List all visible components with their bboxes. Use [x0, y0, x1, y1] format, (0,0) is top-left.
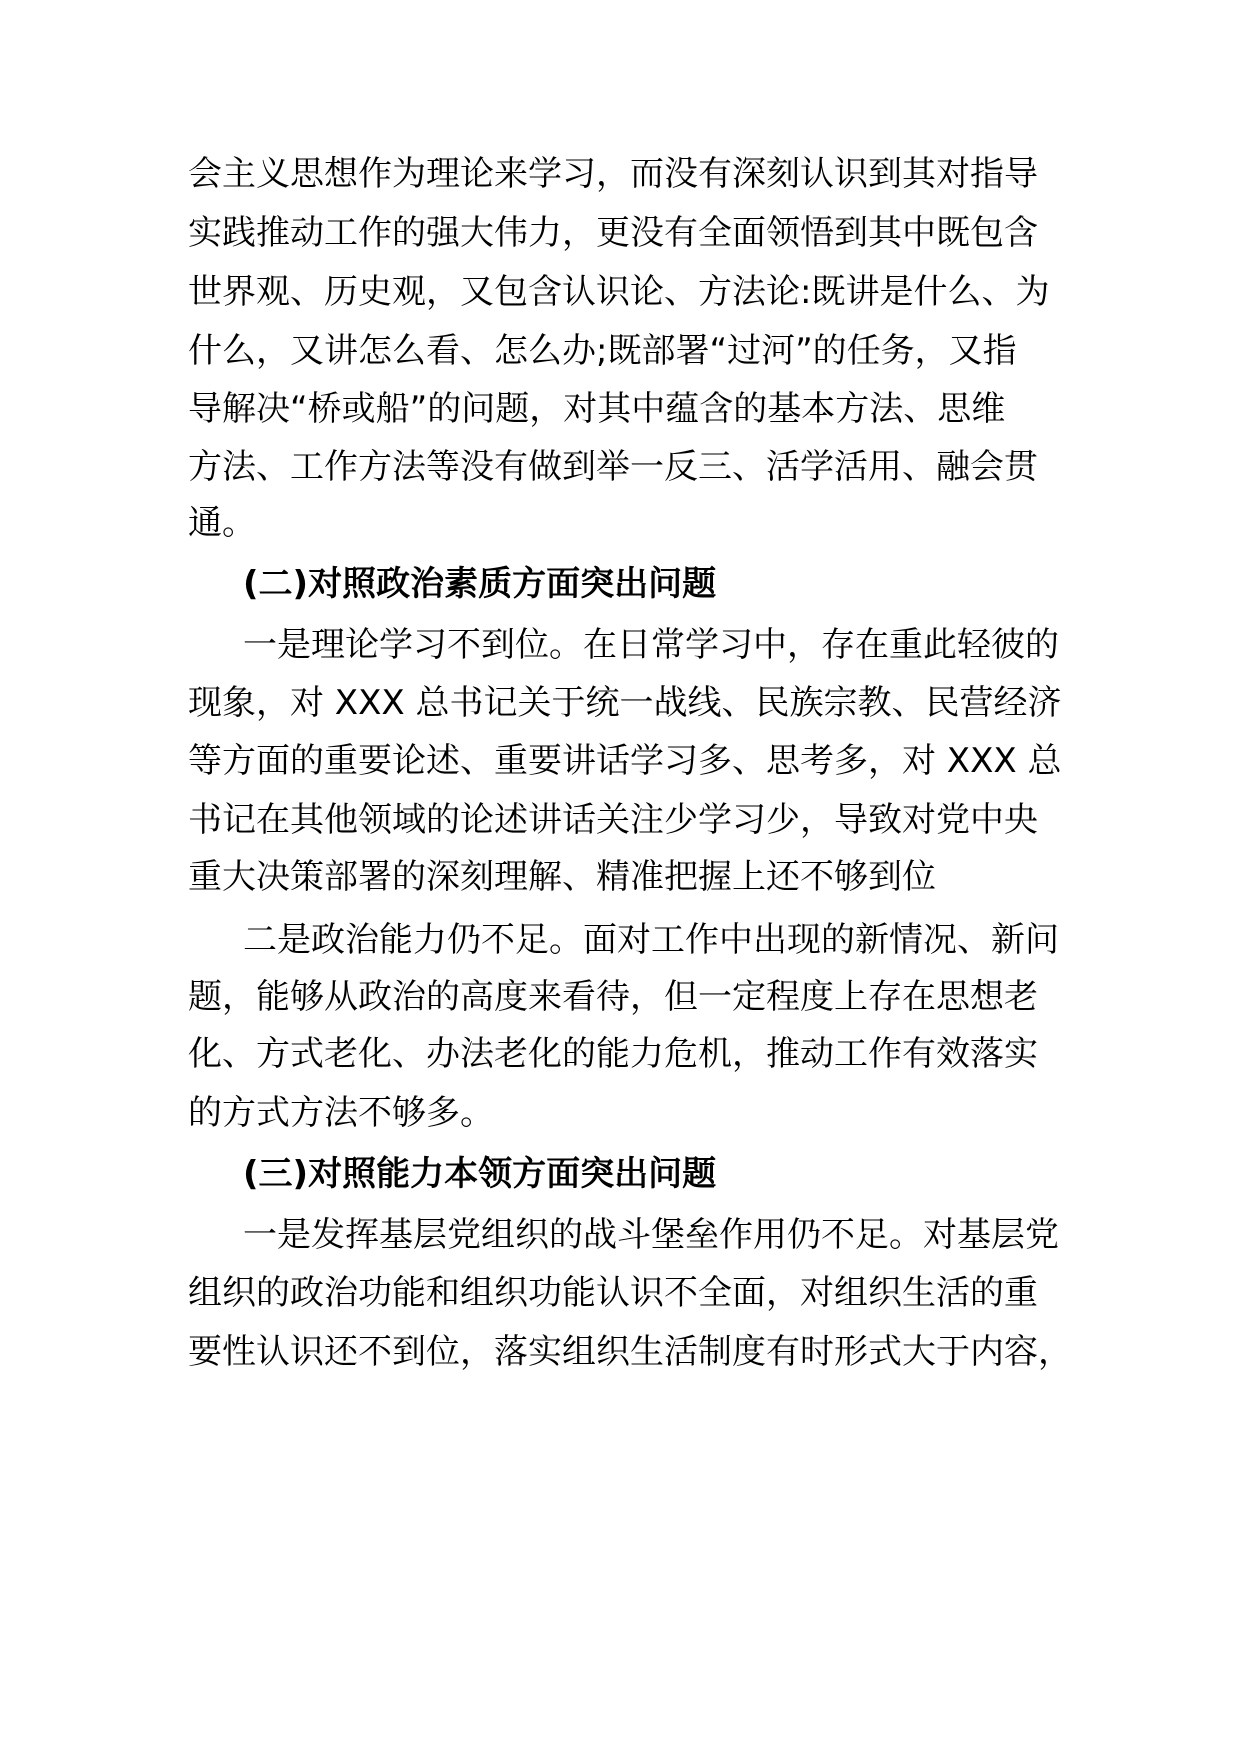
- body-line: 化、方式老化、办法老化的能力危机，推动工作有效落实: [188, 1034, 1038, 1074]
- body-line: 世界观、历史观，又包含认识论、方法论:既讲是什么、为: [188, 272, 1050, 312]
- section-heading: (三)对照能力本领方面突出问题: [243, 1154, 717, 1194]
- body-line: 方法、工作方法等没有做到举一反三、活学活用、融会贯: [188, 447, 1038, 487]
- body-line: 重大决策部署的深刻理解、精准把握上还不够到位: [188, 857, 936, 897]
- paragraph-first-line: 一是发挥基层党组织的战斗堡垒作用仍不足。对基层党: [243, 1215, 1059, 1255]
- body-line: 题，能够从政治的高度来看待，但一定程度上存在思想老: [188, 977, 1038, 1017]
- paragraph-first-line: 二是政治能力仍不足。面对工作中出现的新情况、新问: [243, 920, 1059, 960]
- body-line: 会主义思想作为理论来学习，而没有深刻认识到其对指导: [188, 154, 1038, 194]
- body-line: 现象，对 XXX 总书记关于统一战线、民族宗教、民营经济: [188, 683, 1062, 723]
- body-line: 的方式方法不够多。: [188, 1093, 494, 1133]
- section-heading: (二)对照政治素质方面突出问题: [243, 564, 717, 604]
- body-line: 组织的政治功能和组织功能认识不全面，对组织生活的重: [188, 1273, 1038, 1313]
- paragraph-first-line: 一是理论学习不到位。在日常学习中，存在重此轻彼的: [243, 625, 1059, 665]
- body-line: 什么，又讲怎么看、怎么办;既部署“过河”的任务，又指: [188, 331, 1017, 371]
- body-line: 实践推动工作的强大伟力，更没有全面领悟到其中既包含: [188, 213, 1038, 253]
- body-line: 书记在其他领域的论述讲话关注少学习少，导致对党中央: [188, 800, 1038, 840]
- body-line: 通。: [188, 503, 256, 543]
- body-line: 等方面的重要论述、重要讲话学习多、思考多，对 XXX 总: [188, 741, 1062, 781]
- body-line: 要性认识还不到位，落实组织生活制度有时形式大于内容，: [188, 1332, 1072, 1372]
- body-line: 导解决“桥或船”的问题，对其中蕴含的基本方法、思维: [188, 389, 1006, 429]
